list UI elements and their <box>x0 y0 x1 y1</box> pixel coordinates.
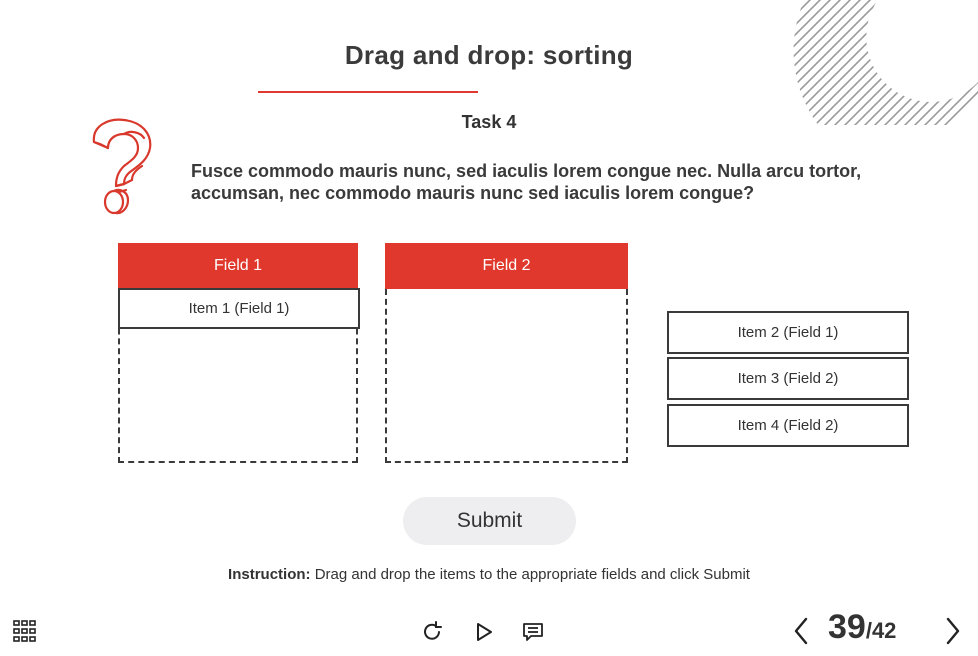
drop-zone-field-1[interactable] <box>118 243 358 463</box>
page-title: Drag and drop: sorting <box>344 40 634 70</box>
field-2-header: Field 2 <box>385 243 628 289</box>
chevron-right-icon[interactable] <box>940 614 966 648</box>
grid-menu-icon[interactable] <box>10 617 40 645</box>
current-page: 39 <box>828 608 866 646</box>
notes-icon[interactable] <box>519 618 547 646</box>
title-underline <box>258 91 478 93</box>
chevron-left-icon[interactable] <box>788 614 814 648</box>
draggable-item[interactable]: Item 4 (Field 2) <box>667 404 909 447</box>
field-1-drop-area[interactable] <box>118 289 358 463</box>
submit-button[interactable]: Submit <box>403 497 576 545</box>
question-mark-icon <box>86 116 158 220</box>
placed-item[interactable]: Item 1 (Field 1) <box>118 288 360 329</box>
instruction-text <box>0 566 978 583</box>
task-label: Task 4 <box>461 112 517 132</box>
question-text: Fusce commodo mauris nunc, sed iaculis lorem congue nec. Nulla arcu tortor, accumsan, nec commodo mauris nunc sed iaculis lorem congue? <box>191 161 862 203</box>
instruction-label: Instruction: <box>228 566 311 583</box>
field-2-drop-area[interactable] <box>385 289 628 463</box>
draggable-item[interactable]: Item 2 (Field 1) <box>667 311 909 354</box>
replay-icon[interactable] <box>418 618 446 646</box>
page-counter <box>828 608 896 648</box>
play-icon[interactable] <box>470 618 498 646</box>
total-pages: /42 <box>865 618 897 643</box>
draggable-item[interactable]: Item 3 (Field 2) <box>667 357 909 400</box>
instruction-body: Drag and drop the items to the appropriate fields and click Submit <box>310 566 750 583</box>
drop-zone-field-2[interactable] <box>385 243 628 463</box>
field-1-header: Field 1 <box>118 243 358 289</box>
